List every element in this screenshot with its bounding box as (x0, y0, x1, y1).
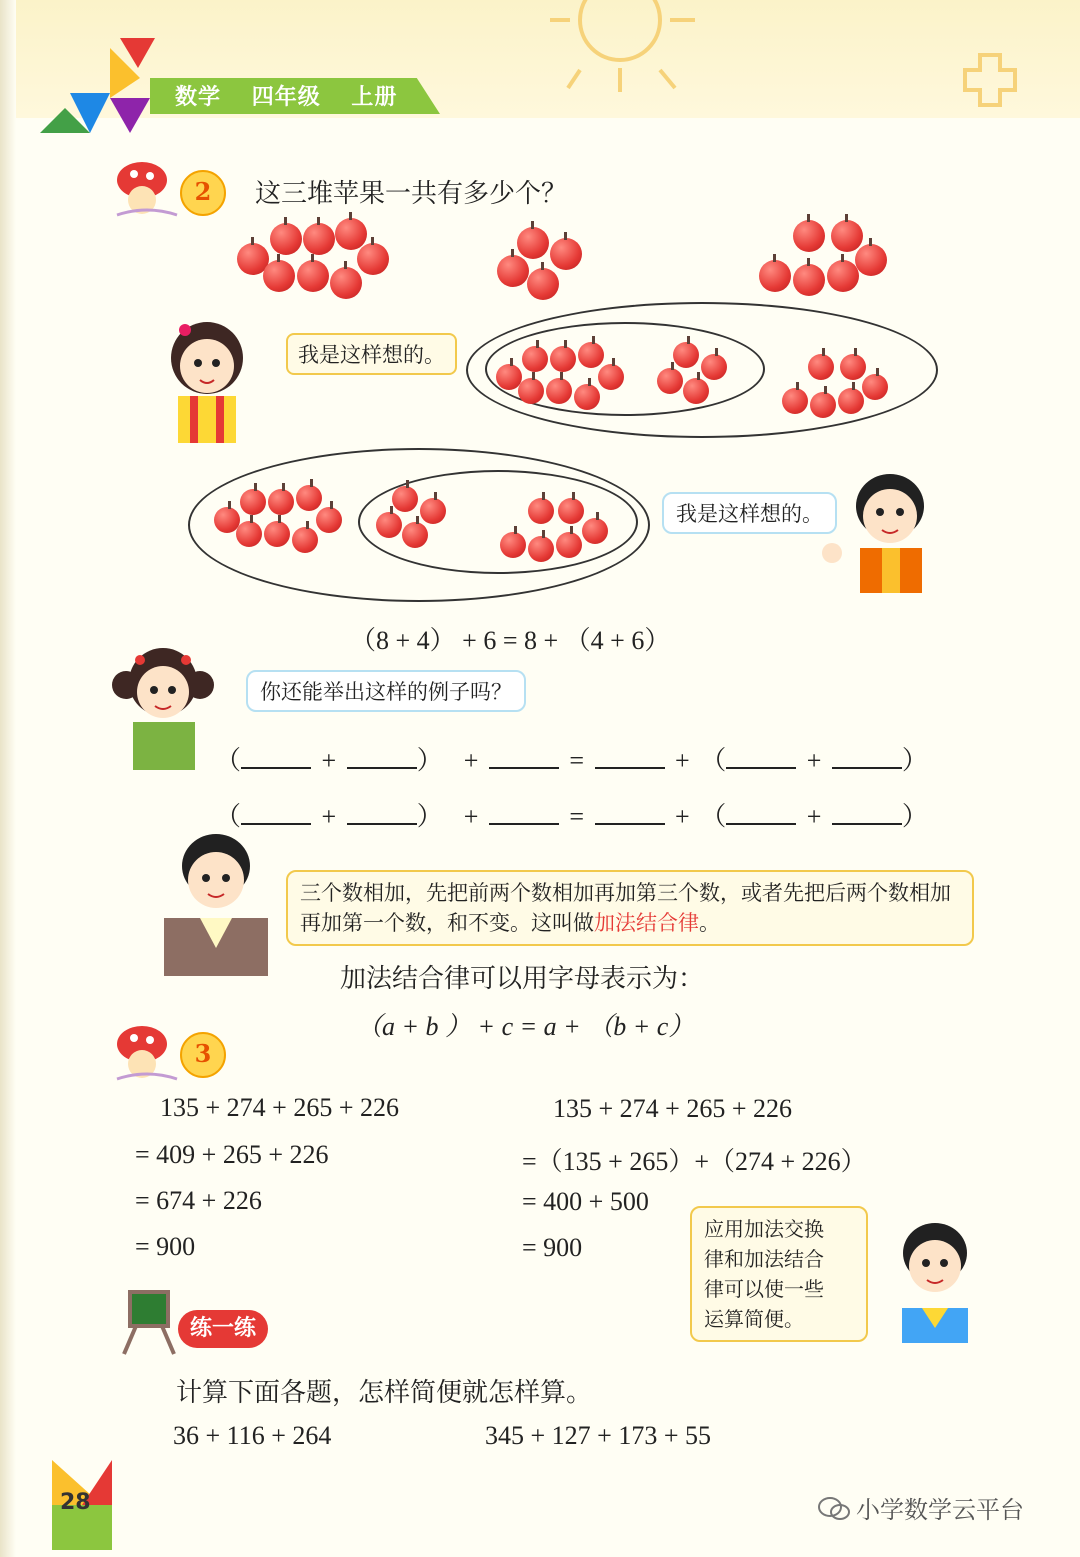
associative-equation: （8 + 4） + 6 = 8 + （4 + 6） (350, 626, 671, 655)
calc-right-line: = 400 + 500 (522, 1187, 649, 1216)
apple-pile-8 (492, 340, 632, 410)
paren-close: ） (901, 746, 928, 775)
practice-instruction: 计算下面各题，怎样简便就怎样算。 (176, 1378, 593, 1408)
blank-input[interactable] (832, 803, 902, 825)
paren-close: ） (901, 802, 928, 831)
bubble-line: 应用加法交换 (704, 1217, 824, 1241)
calc-right-line: =（135 + 265）+（274 + 226） (522, 1147, 867, 1176)
boy-speech-bubble: 我是这样想的。 (662, 492, 837, 534)
example-number-badge: 3 (180, 1032, 226, 1078)
blank-input[interactable] (595, 803, 665, 825)
blank-input[interactable] (347, 803, 417, 825)
tangram-icon (40, 38, 160, 138)
watermark-text: 小学数学云平台 (856, 1496, 1024, 1524)
paren-close: ） (416, 802, 443, 831)
boy-avatar (820, 468, 955, 593)
practice-problem: 345 + 127 + 173 + 55 (485, 1421, 711, 1450)
blank-input[interactable] (726, 747, 796, 769)
easel-icon (118, 1282, 178, 1356)
letters-intro: 加法结合律可以用字母表示为： (340, 964, 705, 994)
girl-speech-bubble: 我是这样想的。 (286, 333, 457, 375)
apple-pile-6 (778, 352, 898, 422)
plus-sign: + (675, 746, 690, 775)
bubble-line: 律可以使一些 (704, 1277, 824, 1301)
blank-input[interactable] (489, 803, 559, 825)
practice-label: 练一练 (178, 1310, 268, 1348)
apple-pile-4 (374, 484, 454, 554)
girl-pigtails-avatar (108, 640, 218, 770)
equals-sign: = (569, 802, 585, 831)
paren-open: （ (700, 802, 727, 831)
plus-sign: + (321, 746, 337, 775)
calc-right-line: 135 + 274 + 265 + 226 (553, 1094, 792, 1123)
plus-sign: + (463, 746, 479, 775)
bubble-line: 律和加法结合 (704, 1247, 824, 1271)
paren-open: （ (215, 802, 242, 831)
blank-input[interactable] (595, 747, 665, 769)
header-volume: 上册 (351, 85, 398, 110)
paren-open: （ (215, 746, 242, 775)
calc-left-line: = 409 + 265 + 226 (135, 1140, 329, 1169)
blank-input[interactable] (241, 747, 311, 769)
plus-icon (960, 50, 1020, 110)
definition-suffix: 。 (699, 911, 720, 935)
blank-input[interactable] (489, 747, 559, 769)
mushroom-mascot-icon (112, 1024, 182, 1084)
plus-sign: + (675, 802, 690, 831)
mushroom-mascot-icon (112, 160, 182, 220)
apple-pile-8 (212, 483, 352, 553)
paren-open: （ (700, 746, 727, 775)
apple-pile-8 (235, 215, 395, 300)
girl2-speech-bubble: 你还能举出这样的例子吗？ (246, 670, 526, 712)
header-grade: 四年级 (251, 85, 321, 110)
sun-icon (520, 0, 720, 100)
example-number-badge: 2 (180, 170, 226, 216)
plus-sign: + (806, 746, 822, 775)
header (175, 80, 419, 111)
definition-text: 三个数相加，先把前两个数相加再加第三个数，或者先把后两个数相加再加第一个数，和不变。这叫做 (300, 881, 951, 935)
apple-pile-6 (755, 216, 895, 301)
boy2-avatar (890, 1218, 980, 1343)
header-subject: 数学 (175, 85, 222, 110)
plus-sign: + (321, 802, 337, 831)
plus-sign: + (806, 802, 822, 831)
apple-pile-4 (495, 222, 585, 302)
teacher-avatar (160, 828, 272, 976)
question-text: 这三堆苹果一共有多少个？ (255, 179, 568, 209)
blank-equation-row (215, 740, 928, 777)
blank-input[interactable] (832, 747, 902, 769)
plus-sign: + (463, 802, 479, 831)
paren-close: ） (416, 746, 443, 775)
page-number: 28 (60, 1490, 91, 1515)
equals-sign: = (569, 746, 585, 775)
blank-input[interactable] (241, 803, 311, 825)
apple-pile-6 (498, 496, 618, 566)
blank-input[interactable] (347, 747, 417, 769)
blank-input[interactable] (726, 803, 796, 825)
definition-term: 加法结合律 (594, 911, 699, 935)
calc-left-line: = 674 + 226 (135, 1186, 262, 1215)
boy2-speech-bubble (690, 1206, 868, 1342)
wechat-icon (818, 1496, 850, 1526)
page-edge (0, 0, 16, 1557)
bubble-line: 运算简便。 (704, 1307, 804, 1331)
calc-right-line: = 900 (522, 1233, 583, 1262)
letters-formula: （a + b ） + c = a + （b + c） (356, 1012, 695, 1041)
girl-avatar (160, 318, 255, 443)
definition-bubble (286, 870, 974, 946)
blank-equation-row (215, 796, 928, 833)
practice-problem: 36 + 116 + 264 (173, 1421, 332, 1450)
calc-left-line: 135 + 274 + 265 + 226 (160, 1093, 399, 1122)
calc-left-line: = 900 (135, 1232, 196, 1261)
apple-pile-4 (655, 340, 735, 410)
